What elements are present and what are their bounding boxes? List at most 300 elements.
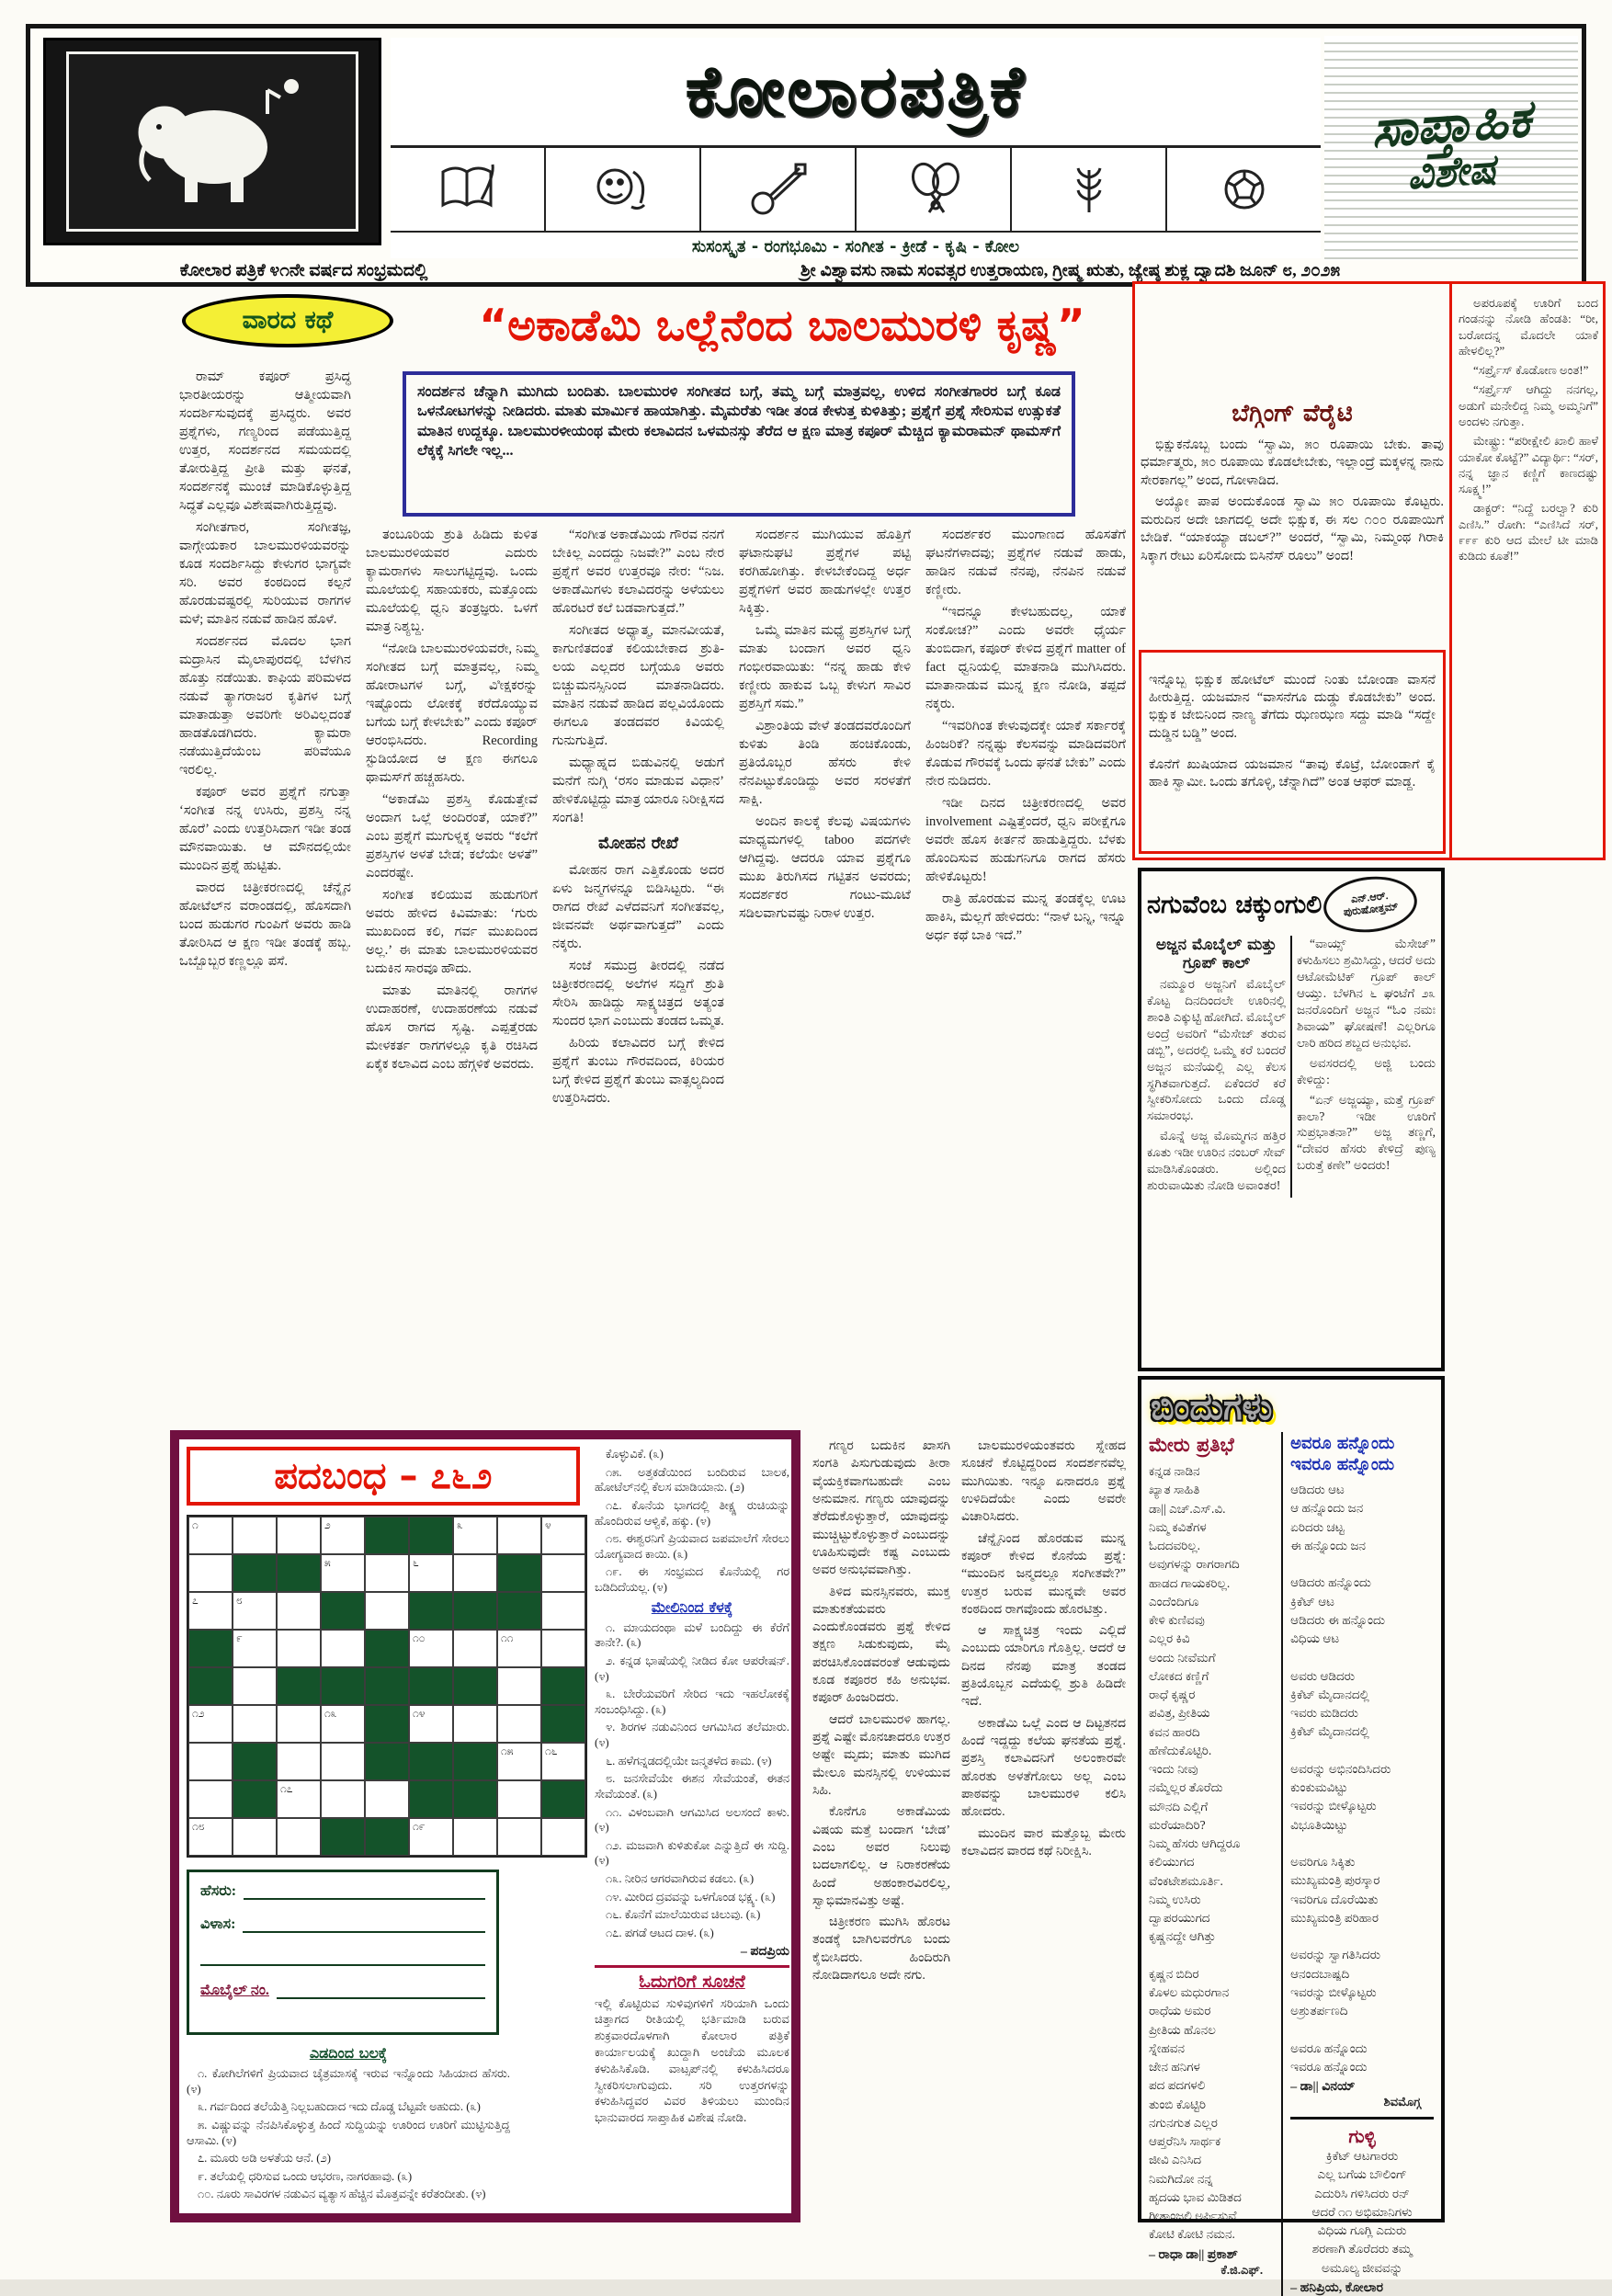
crossword-cell [321, 1554, 365, 1592]
article-column-5 [925, 526, 1126, 1426]
article-subhead: ಮೋಹನ ರೇಖೆ [598, 834, 678, 853]
crossword-cell-number: ೧೦ [413, 1631, 426, 1644]
crossword-cell [277, 1743, 321, 1780]
crossword-cell [497, 1667, 541, 1705]
list-item: ೩. ಬೇರೆಯವರಿಗೆ ಸೇರಿದ ಇದು ಇಹಲೋಕಕ್ಕೆ ಸಂಬಂಧಿಸಿದ್ದು. (೩) [595, 1688, 789, 1716]
list-item: ಅಂದು ನೀವೆಮಗೆ [1149, 1650, 1216, 1665]
list-item: ಅವರು ಆಡಿದರು [1290, 1668, 1356, 1683]
list-item: ನಿಮ್ಮ ಉಸಿರು [1149, 1892, 1201, 1906]
crossword-cell [233, 1592, 277, 1630]
list-item: ಆಡಿದರು ಆಟ [1290, 1483, 1345, 1496]
crossword-cell [541, 1667, 585, 1705]
list-item: “ಇವರಿಗಿಂತ ಕೇಳುವುದಕ್ಕೇ ಯಾಕೆ ಸರ್ಕಾರಕ್ಕೆ ಹಿಂಜರಿಕೆ? ನನ್ನಷ್ಟು ಕೆಲಸವನ್ನು ಮಾಡಿದವರಿಗೆ ಕೊಡುವ ಗೌರವಕ್ಕೆ ಒಂದು ಘನತೆ ಬೇಕು” ಎಂದು ನೇರ ನುಡಿದರು. [925, 719, 1126, 789]
masthead-date-row [43, 258, 1576, 284]
list-item: ಸ್ನೇಹವನ [1149, 2040, 1185, 2055]
across-clues-header: ಎಡದಿಂದ ಬಲಕ್ಕೆ [309, 2044, 388, 2062]
list-item: ಮಧ್ಯಾಹ್ನದ ಬಿಡುವಿನಲ್ಲಿ ಅಡುಗೆ ಮನೆಗೆ ನುಗ್ಗಿ ‘ರಸಂ ಮಾಡುವ ವಿಧಾನ’ ಹೇಳಿಕೊಟ್ಟಿದ್ದು ಮಾತ್ರ ಯಾರೂ ನಿರೀಕ್ಷಿಸದ ಸಂಗತಿ! [552, 756, 724, 825]
story-intro-box: ಸಂದರ್ಶನ ಚೆನ್ನಾಗಿ ಮುಗಿದು ಬಂದಿತು. ಬಾಲಮುರಳಿ ಸಂಗೀತದ ಬಗ್ಗೆ, ತಮ್ಮ ಬಗ್ಗೆ ಮಾತ್ರವಲ್ಲ, ಉಳಿದ ಸಂಗೀತಗಾರರ ಬಗ್ಗೆ ಕೂಡ ಒಳನೋಟಗಳನ್ನು ನೀಡಿದರು. ಮಾತು ಮಾರ್ಮಿಕ ಹಾಯಾಗಿತ್ತು. ಮೈಮರೆತು ಇಡೀ ತಂಡ ಕೇಳುತ್ತ ಕುಳಿತಿತ್ತು; ಪ್ರಶ್ನೆಗೆ ಪ್ರಶ್ನೆ ಸೇರಿಸುವ ಉತ್ಸುಕತೆ ಮಾತಿನ ಉದ್ದಕ್ಕೂ. ಬಾಲಮುರಳೀಯಂಥ ಮೇರು ಕಲಾವಿದನ ಒಳಮನಸ್ಸು ತೆರೆದ ಆ ಕ್ಷಣ ಮಾತ್ರ ಕಪೂರ್ ಮೆಚ್ಚಿದ ಕ್ಯಾಮರಾಮನ್ ಥಾಮಸ್‌ಗೆ ಲೆಕ್ಕಕ್ಕೆ ಸಿಗಲೇ ಇಲ್ಲ... [403, 371, 1075, 517]
poem-right-header-line1: ಅವರೂ ಹನ್ನೊಂದು [1290, 1434, 1395, 1453]
list-item: ಕ್ರಿಕೆಟ್ ಆಟಗಾರರು [1325, 2149, 1399, 2163]
crossword-cell [541, 1592, 585, 1630]
crossword-cell [365, 1818, 409, 1856]
crossword-cell-number: ೫ [324, 1556, 331, 1569]
crossword-cell [453, 1630, 497, 1667]
humour-author-line1: ಎನ್.ಆರ್. [1350, 890, 1390, 905]
list-item: ಅವುಗಳನ್ನು ರಾಗರಾಗದಿ [1149, 1557, 1240, 1572]
week-story-badge: ವಾರದ ಕಥೆ [182, 294, 393, 347]
list-item: ವಿಧಿಯ ಆಟ [1290, 1631, 1340, 1645]
list-item: ತಿಳಿದ ಮನಸ್ಸಿನವರು, ಮುಕ್ತ ಮಾತುಕತೆಯವರು ಎಂದುಕೊಂಡವರು ಪ್ರಶ್ನೆ ಕೇಳಿದ ತಕ್ಷಣ ಸಿಡುಕುವುದು, ಮೈ ಪರಚಿಸಿಕೊಂಡವರಂತೆ ಆಡುವುದು ಕೂಡ ಕಪೂರರ ಕಹಿ ಅನುಭವ. ಕಪೂರ್ ಹಿಂಜರಿದರು. [812, 1585, 950, 1706]
crossword-cell [233, 1780, 277, 1818]
list-item: ಕನ್ನಡ ನಾಡಿನ [1149, 1464, 1200, 1478]
list-item: ಕವನ ಹಾರದಿ [1149, 1724, 1200, 1739]
crossword-cell [277, 1630, 321, 1667]
list-item: ಪ್ರೀತಿಯ ಹೊನಲ [1149, 2022, 1216, 2037]
crossword-cell-number: ೧೧ [501, 1631, 514, 1644]
article-column-2 [366, 526, 538, 1426]
gulli-signature: – ಹನಿಪ್ರಿಯ, ಕೋಲಾರ [1290, 2280, 1383, 2295]
joke-heading: ಬೆಗ್ಗಿಂಗ್ ವೆರೈಟಿ [1232, 400, 1353, 427]
list-item: ವಿಭೂತಿಯಿಟ್ಟು [1290, 1817, 1348, 1832]
gulli-header: ಗುಳ್ಳಿ [1290, 2117, 1434, 2147]
list-item: ೧೧. ವಿಳಂಬವಾಗಿ ಆಗಮಿಸಿದ ಅಲಸಂದೆ ಕಾಳು. (೪) [595, 1805, 789, 1835]
humour-subhead-line2: ಗ್ರೂಪ್ ಕಾಲ್ [1182, 954, 1251, 973]
crossword-cell [277, 1705, 321, 1743]
list-item: ಅವರೂ ಹನ್ನೊಂದು [1290, 2040, 1368, 2055]
crossword-cell [453, 1743, 497, 1780]
form-extra-line [200, 1948, 485, 1966]
crossword-cell-number: ೩ [457, 1518, 463, 1531]
football-icon [1167, 148, 1321, 231]
side-clues-list [595, 1447, 789, 1596]
list-item: ಇವರಿಗೂ ದೊರೆಯಿತು [1290, 1892, 1379, 1906]
reader-notice-text: ಇಲ್ಲಿ ಕೊಟ್ಟಿರುವ ಸುಳಿವುಗಳಿಗೆ ಸರಿಯಾಗಿ ಒಂದು ಚಿತ್ತಾಗದ ರೀತಿಯಲ್ಲಿ ಭರ್ತಿಮಾಡಿ ಬರುವ ಶುಕ್ರವಾರದೊಳಗಾಗಿ ಕೋಲಾರ ಪತ್ರಿಕೆ ಕಾರ್ಯಾಲಯಕ್ಕೆ ಖುದ್ದಾಗಿ ಅಂಚೆಯ ಮೂಲಕ ಕಳುಹಿಸಿಕೊಡಿ. ವಾಟ್ಸಪ್‌ನಲ್ಲಿ ಕಳುಹಿಸಿದರೂ ಸ್ವೀಕರಿಸಲಾಗುವುದು. ಸರಿ ಉತ್ತರಗಳನ್ನು ಕಳುಹಿಸಿದ್ದವರ ವಿವರ ತಿಳಿಯಲು ಮುಂದಿನ ಭಾನುವಾರದ ಸಾಪ್ತಾಹಿಕ ವಿಶೇಷ ನೋಡಿ. [595, 1995, 789, 2125]
weekly-special-script [1324, 36, 1578, 260]
crossword-cell-number: ೧೯ [413, 1820, 426, 1833]
book-quill-icon [391, 148, 546, 231]
crossword-author-signature: – ಪದಪ್ರಿಯ [740, 1944, 789, 1959]
list-item: ಕೊಳ್ಳುವಿಕೆ. (೩) [606, 1448, 664, 1461]
crossword-cell [409, 1630, 453, 1667]
list-item: ೩. ಗರ್ವದಿಂದ ತಲೆಯೆತ್ತಿ ನಿಲ್ಲಬಹುದಾದ ಇದು ದೊಡ್ಡ ಬೆಟ್ಟವೇ ಅಹುದು. (೩) [198, 2100, 481, 2114]
theatre-mask-icon [546, 148, 701, 231]
crossword-cell [188, 1517, 233, 1554]
list-item: ಆದರೆ ಬಾಲಮುರಳಿ ಹಾಗಲ್ಲ. ಪ್ರಶ್ನೆ ಎಷ್ಟೇ ಮೊನಚಾದರೂ ಉತ್ತರ ಅಷ್ಟೇ ಮೃದು; ಮಾತು ಮುಗಿದ ಮೇಲೂ ಮನಸ್ಸಿನಲ್ಲಿ ಉಳಿಯುವ ಸಿಹಿ. [812, 1712, 950, 1798]
crossword-cell [321, 1592, 365, 1630]
list-item: ಮುಂದಿನ ವಾರ ಮತ್ತೊಬ್ಬ ಮೇರು ಕಲಾವಿದನ ವಾರದ ಕಥೆ ನಿರೀಕ್ಷಿಸಿ. [961, 1826, 1126, 1858]
list-item: ಅಪರೂಪಕ್ಕೆ ಊರಿಗೆ ಬಂದ ಗಂಡನನ್ನು ನೋಡಿ ಹೆಂಡತಿ: “ರೀ, ಬರೋದನ್ನ ಮೊದಲೇ ಯಾಕೆ ಹೇಳಲಿಲ್ಲ?” [1459, 296, 1598, 358]
crossword-cell [497, 1818, 541, 1856]
list-item: ಅಕಾಡೆಮಿ ಒಲ್ಲೆ ಎಂದ ಆ ದಿಟ್ಟತನದ ಹಿಂದೆ ಇದ್ದದ್ದು ಕಲೆಯ ಘನತೆಯ ಪ್ರಶ್ನೆ. ಪ್ರಶಸ್ತಿ ಕಲಾವಿದನಿಗೆ ಅಲಂಕಾರವೇ ಹೊರತು ಅಳತೆಗೋಲು ಅಲ್ಲ ಎಂಬ ಪಾಠವನ್ನು ಬಾಲಮುರಳಿ ಕಲಿಸಿ ಹೋದರು. [961, 1716, 1126, 1820]
crossword-cell [541, 1630, 585, 1667]
crossword-cell-number: ೮ [236, 1594, 243, 1607]
crossword-side-clues [595, 1447, 789, 2208]
crossword-cell [321, 1818, 365, 1856]
list-item: ಹೆಣೆದುಕೊಟ್ಟಿರಿ. [1149, 1743, 1212, 1757]
crossword-cell [365, 1517, 409, 1554]
crossword-cell [541, 1818, 585, 1856]
crossword-cell [233, 1818, 277, 1856]
crossword-cell-number: ೧೬ [545, 1745, 558, 1757]
across-clues-block [187, 2042, 510, 2211]
crossword-cell [453, 1667, 497, 1705]
list-item: ಸಂದರ್ಶನ ಮುಗಿಯುವ ಹೊತ್ತಿಗೆ ಘಟಾನುಘಟಿ ಪ್ರಶ್ನೆಗಳ ಪಟ್ಟಿ ಕರಗಿಹೋಗಿತ್ತು. ಕೇಳಬೇಕೆಂದಿದ್ದ ಅರ್ಧ ಪ್ರಶ್ನೆಗಳಿಗೆ ಅವರ ಹಾಡುಗಳಲ್ಲೇ ಉತ್ತರ ಸಿಕ್ಕಿತ್ತು. [739, 528, 911, 616]
list-item: “ಇದನ್ನೂ ಕೇಳಬಹುದಲ್ಲ, ಯಾಕೆ ಸಂಕೋಚ?” ಎಂದು ಅವರೇ ಧೈರ್ಯ ತುಂಬಿದಾಗ, ಕಪೂರ್ ಕೇಳಿದ ಪ್ರಶ್ನೆಗೆ matter of fact ಧ್ವನಿಯಲ್ಲಿ ಮಾತನಾಡಿ ಮುಗಿಸಿದರು. ಮಾತಾನಾಡುವ ಮುನ್ನ ಕ್ಷಣ ನೋಡಿ, ತಪ್ಪದೆ ನಕ್ಕರು. [925, 605, 1126, 711]
list-item: ಮುಖ್ಯಮಂತ್ರಿ ಪರಿಹಾರ [1290, 1910, 1379, 1925]
list-item: ಒಮ್ಮೆ ಮಾತಿನ ಮಧ್ಯೆ ಪ್ರಶಸ್ತಿಗಳ ಬಗ್ಗೆ ಮಾತು ಬಂದಾಗ ಅವರ ಧ್ವನಿ ಗಂಭೀರವಾಯಿತು: “ನನ್ನ ಹಾಡು ಕೇಳಿ ಕಣ್ಣೀರು ಹಾಕುವ ಒಬ್ಬ ಕೇಳುಗ ಸಾವಿರ ಪ್ರಶಸ್ತಿಗೆ ಸಮ.” [739, 623, 911, 711]
form-mobile-line [277, 1981, 485, 1999]
humour-left-text [1147, 976, 1286, 1194]
list-item: “ವಾಯ್ಸ್ ಮೆಸೇಜ್” ಕಳುಹಿಸಲು ಶ್ರಮಿಸಿದ್ದು, ಆದರೆ ಅದು ಆಟೋಮೆಟಿಕ್ ಗ್ರೂಪ್ ಕಾಲ್ ಆಯ್ತು. ಬೆಳಗಿನ ೬ ಘಂಟೆಗೆ ೨೩ ಜನರೊಂದಿಗೆ ಅಜ್ಜನ “ಓಂ ನಮಃ ಶಿವಾಯ” ಘೋಷಣೆ! ಎಲ್ಲರಿಗೂ ಲಾರಿ ಹರಿದ ಶಬ್ದದ ಅನುಭವ. [1297, 937, 1436, 1050]
list-item: ಇಂದು ನೀವು [1149, 1762, 1198, 1776]
list-item [1290, 1555, 1434, 1574]
list-item: ಸಂಗೀತಗಾರ, ಸಂಗೀತಜ್ಞ, ವಾಗ್ಗೇಯಕಾರ ಬಾಲಮುರಳಿಯವರನ್ನು ಕೂಡ ಸಂದರ್ಶಿಸಿದ್ದು ಕೇಳುಗರ ಭಾಗ್ಯವೇ ಸರಿ. ಅವರ ಕಂಠದಿಂದ ಕಲ್ಪನೆ ಹೊರಡುವಷ್ಟರಲ್ಲಿ ಸುರಿಯುವ ರಾಗಗಳ ಮಳೆ; ಮಾತಿನ ನಡುವೆ ಹಾಡಿನ ಹೊಳೆ. [179, 520, 351, 627]
masthead [26, 24, 1586, 287]
poem-right-lines [1290, 1481, 1434, 2076]
crossword-cell [409, 1743, 453, 1780]
humour-subhead-line1: ಅಜ್ಜನ ಮೊಬೈಲ್ ಮತ್ತು [1155, 936, 1277, 954]
form-address-label: ವಿಳಾಸ: [200, 1916, 236, 1932]
crossword-cell [188, 1705, 233, 1743]
crossword-cell [188, 1592, 233, 1630]
crossword-cell [409, 1818, 453, 1856]
list-item: “ಏನ್ ಅಜ್ಜಯ್ಯಾ, ಮತ್ತೆ ಗ್ರೂಪ್ ಕಾಲಾ? ಇಡೀ ಊರಿಗೆ ಸುಪ್ರಭಾತನಾ?” ಅಜ್ಜ ತಣ್ಣಗೆ, “ದೇವರ ಹೆಸರು ಕೇಳಿದ್ರೆ ಪುಣ್ಯ ಬರುತ್ತೆ ಕಣೇ” ಅಂದರು! [1297, 1092, 1436, 1173]
article-column-4-continued [812, 1438, 950, 2217]
crossword-grid [187, 1515, 587, 1858]
crossword-cell [541, 1705, 585, 1743]
crossword-cell [277, 1818, 321, 1856]
masthead-subtitle: ಸುಸಂಸ್ಕೃತ - ರಂಗಭೂಮಿ - ಸಂಗೀತ - ಕ್ರೀಡೆ - ಕೃಷಿ - ಕೋಲ [391, 234, 1321, 258]
elephant-logo [66, 51, 358, 231]
list-item: ಅವರಿಗೂ ಸಿಕ್ಕಿತು [1290, 1855, 1356, 1869]
list-item [1290, 1742, 1434, 1760]
list-item: “ಅಕಾಡೆಮಿ ಪ್ರಶಸ್ತಿ ಕೊಡುತ್ತೇವೆ ಅಂದಾಗ ಒಲ್ಲೆ ಅಂದಿರಂತೆ, ಯಾಕೆ?” ಎಂಬ ಪ್ರಶ್ನೆಗೆ ಮುಗುಳ್ನಕ್ಕ ಅವರು “ಕಲೆಗೆ ಪ್ರಶಸ್ತಿಗಳ ಅಳತೆ ಬೇಡ; ಕಲೆಯೇ ಅಳತೆ” ಎಂದರಷ್ಟೇ. [366, 792, 538, 881]
list-item: ಅವರನ್ನು ಸ್ವಾಗತಿಸಿದರು [1290, 1948, 1381, 1962]
crossword-cell [277, 1517, 321, 1554]
list-item: ೪. ಶಿರಗಳ ನಡುವಿನಿಂದ ಆಗಮಿಸಿದ ತಲೆಮಾರು. (೪) [595, 1721, 789, 1749]
elephant-icon [111, 68, 313, 215]
list-item: ಕ್ರಿಕೆಟ್ ಮೈದಾನದಲ್ಲಿ [1290, 1724, 1369, 1739]
crossword-cell [409, 1705, 453, 1743]
crossword-cell [409, 1517, 453, 1554]
list-item: ಇಡೀ ದಿನದ ಚಿತ್ರೀಕರಣದಲ್ಲಿ ಅವರ involvement ಎಷ್ಟಿತ್ತೆಂದರೆ, ಧ್ವನಿ ಪರೀಕ್ಷೆಗೂ ಅವರೇ ಹೊಸ ಕೀರ್ತನೆ ಹಾಡುತ್ತಿದ್ದರು. ಬೆಳಕು ಹೊಂದಿಸುವ ಹುಡುಗನಿಗೂ ರಾಗದ ಹೆಸರು ಹೇಳಿಕೊಟ್ಟರು! [925, 796, 1126, 884]
article-column-1 [179, 368, 351, 1426]
crossword-cell [453, 1554, 497, 1592]
list-item: ಹೃದಯ ಭಾವ ಮಿಡಿತದ [1149, 2189, 1242, 2204]
humour-column-section [1138, 868, 1445, 1371]
list-item: ಅವಸರದಲ್ಲಿ ಅಜ್ಜಿ ಬಂದು ಕೇಳಿದ್ದು: [1297, 1055, 1436, 1086]
list-item: ಕ್ರಿಕೆಟ್ ಆಟ [1290, 1594, 1334, 1608]
anniversary-note: ಕೋಲಾರ ಪತ್ರಿಕೆ ೪೧ನೇ ವರ್ಷದ ಸಂಭ್ರಮದಲ್ಲಿ [179, 261, 428, 280]
crossword-cell [233, 1667, 277, 1705]
crossword-cell [409, 1592, 453, 1630]
crossword-cell-number: ೨ [324, 1518, 331, 1531]
list-item: ಕಲಿಯುಗದ [1149, 1855, 1195, 1870]
list-item: ಏರಿದರು ಚಟ್ಟ [1290, 1519, 1345, 1534]
list-item: ೧೯. ಈ ಸಂಭ್ರಮದ ಕೊನೆಯಲ್ಲಿ ಗರ ಬಡಿದಿದೆಯಲ್ಲ. (೪) [595, 1565, 789, 1594]
main-headline: “ಅಕಾಡೆಮಿ ಒಲ್ಲೆನೆಂದ ಬಾಲಮುರಳಿ ಕೃಷ್ಣ” [479, 300, 1085, 351]
crossword-cell [188, 1630, 233, 1667]
list-item: ತುಂಬಿ ಕೊಟ್ಟಿರಿ [1149, 2097, 1207, 2111]
racket-icon [857, 148, 1012, 231]
crossword-cell [321, 1705, 365, 1743]
crossword-cell [409, 1554, 453, 1592]
humour-right-column [1292, 936, 1436, 1198]
humour-left-column [1147, 936, 1292, 1198]
crossword-cell [277, 1554, 321, 1592]
list-item: ಡಾಕ್ಟರ್: “ನಿದ್ದೆ ಬರಲ್ವಾ? ಕುರಿ ಎಣಿಸಿ.” ರೋಗಿ: “ಎಣಿಸಿದೆ ಸರ್, ೯೯೯ ಕುರಿ ಆದ ಮೇಲೆ ಟೀ ಮಾಡಿ ಕುಡಿದು ಕೂತೆ!” [1459, 501, 1598, 563]
list-item: ಹಾಡದ ಗಾಯಕರಿಲ್ಲ. [1149, 1575, 1231, 1590]
crossword-cell-number: ೧೮ [192, 1820, 205, 1833]
article-column-3-top [552, 526, 724, 827]
list-item: ಮರೆಯಾದಿರಿ? [1149, 1817, 1206, 1832]
list-item: ಅಯ್ಯೋ ಪಾಪ ಅಂದುಕೊಂಡ ಸ್ವಾಮಿ ೫೦ ರೂಪಾಯಿ ಕೊಟ್ಟರು. ಮರುದಿನ ಅದೇ ಜಾಗದಲ್ಲಿ ಅದೇ ಭಿಕ್ಷುಕ, ಈ ಸಲ ೧೦೦ ರೂಪಾಯಿಗೆ ಬೇಡಿಕೆ. “ಯಾಕಯ್ಯಾ ಡಬಲ್?” ಅಂದರೆ, “ಸ್ವಾಮಿ, ನಿಮ್ಮಂಥ ಗಿರಾಕಿ ಸಿಕ್ಕಾಗ ರೇಟು ಏರಿಸೋದು ಬಿಸಿನೆಸ್ ರೂಲು” ಅಂದ! [1141, 494, 1444, 563]
jokes-section [1132, 281, 1606, 860]
list-item [1290, 2020, 1434, 2039]
list-item: ೯. ತಲೆಯಲ್ಲಿ ಧರಿಸುವ ಒಂದು ಆಭರಣ, ನಾಗರಹಾವು. (೩) [198, 2169, 413, 2183]
crossword-cell-number: ೧೫ [501, 1745, 514, 1757]
crossword-cell [497, 1705, 541, 1743]
list-item: ಇವರನ್ನು ಬೀಳ್ಕೊಟ್ಟರು [1290, 1799, 1377, 1813]
list-item: ಎಲ್ಲ ಬಗೆಯ ಬೌಲಿಂಗ್ [1317, 2167, 1407, 2182]
crossword-cell [541, 1743, 585, 1780]
humour-author-line2: ಪುರುಷೋತ್ತಮ್ [1343, 901, 1400, 919]
list-item: ನಿಮ್ಮ ಕವಿತೆಗಳ [1149, 1519, 1207, 1534]
list-item: ಅಮೂಲ್ಯ ಜೀವವನ್ನು [1321, 2260, 1403, 2275]
crossword-cell [365, 1592, 409, 1630]
list-item: ಮೌನದಿ ಎಲ್ಲಿಗೆ [1149, 1799, 1209, 1813]
list-item: ಸಂಗೀತ ಕಲಿಯುವ ಹುಡುಗರಿಗೆ ಅವರು ಹೇಳಿದ ಕಿವಿಮಾತು: ‘ಗುರು ಮುಖದಿಂದ ಕಲಿ, ಗರ್ವ ಮುಖದಿಂದ ಅಲ್ಲ.’ ಈ ಮಾತು ಬಾಲಮುರಳಿಯವರ ಬದುಕಿನ ಸಾರವೂ ಹೌದು. [366, 888, 538, 976]
list-item: ೧೫. ಅತ್ತಕಡೆಯಿಂದ ಬಂದಿರುವ ಬಾಲಕ, ಹೋಟೆಲ್‌ನಲ್ಲಿ ಕೆಲಸ ಮಾಡಿಯಾನು. (೨) [595, 1465, 789, 1495]
list-item: ಕೊಳಲ ಮಧುರಗಾನ [1149, 1985, 1230, 1999]
crossword-cell [188, 1667, 233, 1705]
crossword-cell-number: ೧೭ [280, 1782, 293, 1795]
crossword-cell [188, 1818, 233, 1856]
list-item: ಇನ್ನೊಬ್ಬ ಭಿಕ್ಷುಕ ಹೋಟೆಲ್ ಮುಂದೆ ನಿಂತು ಬೋಂಡಾ ವಾಸನೆ ಹೀರುತ್ತಿದ್ದ. ಯಜಮಾನ “ವಾಸನೆಗೂ ದುಡ್ಡು ಕೊಡಬೇಕು” ಅಂದ. ಭಿಕ್ಷುಕ ಜೇಬಿನಿಂದ ನಾಣ್ಯ ತೆಗೆದು ಝಣಝಣ ಸದ್ದು ಮಾಡಿ “ಸದ್ದೇ ದುಡ್ಡಿನ ಬಡ್ಡಿ” ಅಂದ. [1149, 672, 1436, 741]
form-mobile-label: ಮೊಬೈಲ್ ನಂ. [200, 1983, 269, 1998]
list-item: “ಸರ್ಪ್ರೈಸ್ ಆಗಿದ್ದು ನನಗಲ್ಲ, ಅಡುಗೆ ಮನೇಲಿದ್ದ ನಿಮ್ಮ ಅಮ್ಮನಿಗೆ” ಅಂದಳು ನಗುತ್ತಾ. [1459, 382, 1598, 428]
list-item [1290, 1927, 1434, 1946]
crossword-cell [277, 1667, 321, 1705]
list-item: ಹಿರಿಯ ಕಲಾವಿದರ ಬಗ್ಗೆ ಕೇಳಿದ ಪ್ರಶ್ನೆಗೆ ತುಂಬು ಗೌರವದಿಂದ, ಕಿರಿಯರ ಬಗ್ಗೆ ಕೇಳಿದ ಪ್ರಶ್ನೆಗೆ ತುಂಬು ವಾತ್ಸಲ್ಯದಿಂದ ಉತ್ತರಿಸಿದರು. [552, 1035, 724, 1106]
list-item: ಸಂಜೆ ಸಮುದ್ರ ತೀರದಲ್ಲಿ ನಡೆದ ಚಿತ್ರೀಕರಣದಲ್ಲಿ ಅಲೆಗಳ ಸದ್ದಿಗೆ ಶ್ರುತಿ ಸೇರಿಸಿ ಹಾಡಿದ್ದು ಸಾಕ್ಷ್ಯಚಿತ್ರದ ಅತ್ಯಂತ ಸುಂದರ ಭಾಗ ಎಂಬುದು ತಂಡದ ಒಮ್ಮತ. [552, 958, 724, 1029]
poems-section [1138, 1376, 1445, 2295]
form-name-label: ಹೆಸರು: [200, 1883, 237, 1899]
crossword-title: ಪದಬಂಧ – ೭೬೨ [187, 1447, 580, 1506]
list-item: ಕೊನೆಗೆ ಖುಷಿಯಾದ ಯಜಮಾನ “ತಾವು ಕೊಟ್ರೆ, ಬೋಂಡಾಗೆ ಕೈ ಹಾಕಿ ಸ್ವಾಮೀ. ಒಂದು ತಗೊಳ್ಳಿ, ಚೆನ್ನಾಗಿದೆ” ಅಂತ ಆಫರ್ ಮಾಡ್ದ. [1149, 756, 1436, 790]
list-item: ಮುಖ್ಯಮಂತ್ರಿ ಪುರಸ್ಕಾರ [1290, 1873, 1380, 1888]
list-item: ೧. ಮಾಯದಂಥಾ ಮಳೆ ಬಂದಿದ್ದು ಈ ಕೆರೆಗೆ ತಾನೇ?. (೩) [595, 1620, 789, 1650]
wheat-icon [1012, 148, 1167, 231]
list-item: ೧. ಕೋಗಿಲೆಗಳಿಗೆ ಪ್ರಿಯವಾದ ಚೈತ್ರಮಾಸಕ್ಕೆ ಇರುವ ಇನ್ನೊಂದು ಸಿಹಿಯಾದ ಹೆಸರು. (೪) [187, 2067, 510, 2096]
crossword-cell [188, 1743, 233, 1780]
list-item: ಕಪೂರ್ ಅವರ ಪ್ರಶ್ನೆಗೆ ನಗುತ್ತಾ ‘ಸಂಗೀತ ನನ್ನ ಉಸಿರು, ಪ್ರಶಸ್ತಿ ನನ್ನ ಹೊರೆ’ ಎಂದು ಉತ್ತರಿಸಿದಾಗ ಇಡೀ ತಂಡ ಮೌನವಾಯಿತು. ಆ ಮೌನದಲ್ಲಿಯೇ ಮುಂದಿನ ಪ್ರಶ್ನೆ ಹುಟ್ಟಿತು. [179, 785, 351, 873]
poem-right-header-line2: ಇವರೂ ಹನ್ನೊಂದು [1290, 1454, 1395, 1474]
crossword-cell [453, 1592, 497, 1630]
list-item: ಆ ಸಾಕ್ಷ್ಯಚಿತ್ರ ಇಂದು ಎಲ್ಲಿದೆ ಎಂಬುದು ಯಾರಿಗೂ ಗೊತ್ತಿಲ್ಲ. ಆದರೆ ಆ ದಿನದ ನೆನಪು ಮಾತ್ರ ತಂಡದ ಪ್ರತಿಯೊಬ್ಬನ ಎದೆಯಲ್ಲಿ ಶ್ರುತಿ ಹಿಡಿದೇ ಇದೆ. [961, 1624, 1126, 1710]
list-item: ನಮ್ಮೆಲ್ಲರ ತೊರೆದು [1149, 1780, 1223, 1795]
list-item: ತಂಬೂರಿಯ ಶ್ರುತಿ ಹಿಡಿದು ಕುಳಿತ ಬಾಲಮುರಳಿಯವರ ಎದುರು ಕ್ಯಾಮರಾಗಳು ಸಾಲುಗಟ್ಟಿದ್ದವು. ಒಂದು ಮೂಲೆಯಲ್ಲಿ ಸಹಾಯಕರು, ಮತ್ತೊಂದು ಮೂಲೆಯಲ್ಲಿ ಧ್ವನಿ ತಂತ್ರಜ್ಞರು. ಒಳಗೆ ಮಾತ್ರ ನಿಶ್ಯಬ್ದ. [366, 528, 538, 634]
list-item: ೫. ವಿಷ್ಣುವನ್ನು ನೆನಪಿಸಿಕೊಳ್ಳುತ್ತ ಹಿಂದೆ ಸುದ್ದಿಯನ್ನು ಊರಿಂದ ಊರಿಗೆ ಮುಟ್ಟಿಸುತ್ತಿದ್ದ ಆಸಾಮಿ. (೪) [187, 2118, 510, 2147]
list-item: ಇವರು ಮಡಿದರು [1290, 1706, 1358, 1720]
crossword-cell [497, 1743, 541, 1780]
crossword-cell [365, 1630, 409, 1667]
down-clues-header: ಮೇಲಿನಿಂದ ಕೆಳಕ್ಕೆ [651, 1597, 733, 1616]
list-item: ರಾಧೆಯ ಅಮರ [1149, 2004, 1211, 2018]
crossword-cell [365, 1705, 409, 1743]
list-item: ಮಾತು ಮಾತಿನಲ್ಲಿ ರಾಗಗಳ ಉದಾಹರಣೆ, ಉದಾಹರಣೆಯ ನಡುವೆ ಹೊಸ ರಾಗದ ಸೃಷ್ಟಿ. ಎಪ್ಪತ್ತೆರಡು ಮೇಳಕರ್ತ ರಾಗಗಳಲ್ಲೂ ಕೃತಿ ರಚಿಸಿದ ಏಕೈಕ ಕಲಾವಿದ ಎಂಬ ಹೆಗ್ಗಳಿಕೆ ಅವರದು. [366, 983, 538, 1072]
crossword-cell [233, 1705, 277, 1743]
crossword-cell [453, 1780, 497, 1818]
crossword-cell [321, 1667, 365, 1705]
gulli-lines [1290, 2147, 1434, 2278]
list-item: ೭. ಮೂರು ಅಡಿ ಅಳತೆಯ ಆನೆ. (೨) [198, 2152, 331, 2165]
list-item: ೬. ಹಳೆಗನ್ನಡದಲ್ಲಿಯೇ ಜನ್ಮತಳೆದ ಕಾಮ. (೪) [606, 1754, 772, 1767]
elephant-logo-panel [43, 38, 381, 245]
issue-date-line: ಶ್ರೀ ವಿಶ್ವಾವಸು ನಾಮ ಸಂವತ್ಸರ ಉತ್ತರಾಯಣ, ಗ್ರೀಷ್ಮ ಋತು, ಜ್ಯೇಷ್ಠ ಶುಕ್ಲ ದ್ವಾದಶಿ ಜೂನ್ ೮, ೨೦೨೫ [800, 261, 1341, 280]
list-item: ಆದರೆ ೧೧ ಅಭಿಮಾನಿಗಳು [1311, 2204, 1413, 2219]
poem-left-signature: – ರಾಧಾ ಡಾ|| ಪ್ರಕಾಶ್ [1149, 2247, 1238, 2262]
weekly-script-line1: ಸಾಪ್ತಾಹಿಕ [1369, 88, 1533, 160]
crossword-cell-number: ೬ [413, 1556, 419, 1569]
list-item: ೧೬. ಕೊನೆಗೆ ಮಾಲೆಯಿರುವ ಚಿಲುವು. (೩) [606, 1908, 761, 1922]
poem-left-lines [1149, 1462, 1276, 2245]
list-item: ಕೃಷ್ಣನ ಬಿದಿರ [1149, 1966, 1199, 1981]
list-item: ೨. ಕನ್ನಡ ಭಾಷೆಯಲ್ಲಿ ನೀಡಿದ ಕೋ ಆಪರೇಷನ್. (೪) [595, 1654, 789, 1683]
jokes-divider-rule [1449, 284, 1452, 858]
list-item: ವಿಧಿಯ ಗೂಗ್ಲಿ ಎದುರು [1317, 2223, 1407, 2237]
list-item [1290, 1835, 1434, 1853]
list-item: ಶರಣಾಗಿ ತೊರೆದರು ತಮ್ಮ [1311, 2242, 1413, 2256]
crossword-cell [233, 1630, 277, 1667]
veena-icon [701, 148, 857, 231]
list-item: ಕುಂಕುಮವಿಟ್ಟು [1290, 1780, 1348, 1794]
list-item: ಆಡಿದರು ಈ ಹನ್ನೊಂದು [1290, 1612, 1386, 1627]
list-item: ರಾಮ್ ಕಪೂರ್ ಪ್ರಸಿದ್ಧ ಭಾರತೀಯರನ್ನು ಆತ್ಮೀಯವಾಗಿ ಸಂದರ್ಶಿಸುವುದಕ್ಕೆ ಪ್ರಸಿದ್ಧರು. ಅವರ ಪ್ರಶ್ನೆಗಳು, ಗಣ್ಯರಿಂದ ಪಡೆಯುತ್ತಿದ್ದ ಉತ್ತರ, ಸಂದರ್ಶನದ ಸಮಯದಲ್ಲಿ ತೋರುತ್ತಿದ್ದ ಪ್ರೀತಿ ಮತ್ತು ಘನತೆ, ಸಂದರ್ಶನಕ್ಕೆ ಮುಂಚೆ ಮಾಡಿಕೊಳ್ಳುತ್ತಿದ್ದ ಸಿದ್ಧತೆ ಎಲ್ಲವೂ ವಿಶೇಷವಾಗಿರುತ್ತಿದ್ದವು. [179, 369, 351, 513]
masthead-title-band [391, 38, 1321, 148]
masthead-illustration-strip [391, 148, 1321, 233]
list-item: ನಿಮಗಿದೋ ನನ್ನ [1149, 2171, 1213, 2186]
list-item: ಮೇಷ್ಟ್ರು: “ಪರೀಕ್ಷೇಲಿ ಖಾಲಿ ಹಾಳೆ ಯಾಕೋ ಕೊಟ್ಟೆ?” ವಿದ್ಯಾರ್ಥಿ: “ಸರ್, ನನ್ನ ಜ್ಞಾನ ಕಣ್ಣಿಗೆ ಕಾಣದಷ್ಟು ಸೂಕ್ಷ್ಮ!” [1459, 434, 1598, 496]
list-item: ಪದ ಪದಗಳಲಿ [1149, 2078, 1206, 2093]
poem-left-column [1149, 1432, 1283, 2296]
joke-paragraphs [1141, 437, 1444, 644]
joke-side-column [1459, 295, 1598, 847]
crossword-cell [365, 1554, 409, 1592]
reader-notice-header: ಓದುಗರಿಗೆ ಸೂಚನೆ [595, 1965, 789, 1992]
list-item [1149, 1947, 1276, 1965]
list-item: ಡಾ|| ಎಚ್.ಎಸ್.ವಿ. [1149, 1501, 1226, 1516]
crossword-cell-number: ೪ [545, 1518, 551, 1531]
crossword-cell [541, 1780, 585, 1818]
list-item: ಚೆನ್ನೈನಿಂದ ಹೊರಡುವ ಮುನ್ನ ಕಪೂರ್ ಕೇಳಿದ ಕೊನೆಯ ಪ್ರಶ್ನೆ: “ಮುಂದಿನ ಜನ್ಮದಲ್ಲೂ ಸಂಗೀತವೇ?” ಉತ್ತರ ಬರುವ ಮುನ್ನವೇ ಅವರ ಕಂಠದಿಂದ ರಾಗವೊಂದು ಹೊರಟಿತ್ತು. [961, 1531, 1126, 1617]
article-column-5-continued [961, 1438, 1126, 2217]
crossword-cell [233, 1554, 277, 1592]
crossword-cell [365, 1780, 409, 1818]
list-item: ಪವಿತ್ರ, ಪ್ರೀತಿಯ [1149, 1706, 1210, 1721]
poem-left-signature-place: ಕೆ.ಜಿ.ಎಫ್. [1220, 2262, 1264, 2277]
crossword-cell [188, 1780, 233, 1818]
crossword-cell-number: ೧೩ [324, 1707, 337, 1720]
list-item: ಜೇನ ಹನಿಗಳ [1149, 2060, 1200, 2074]
crossword-cell [188, 1554, 233, 1592]
list-item: ೧೪. ಮೀರಿದ ದ್ರವವನ್ನು ಒಳಗೊಂಡ ಭಕ್ಷ್ಯ. (೩) [606, 1890, 776, 1904]
list-item: ಸಂದರ್ಶಕರ ಮುಂಗಾಣದ ಹೊಸತೆಗೆ ಘಟನೆಗಳಾದವು; ಪ್ರಶ್ನೆಗಳ ನಡುವೆ ಹಾಡು, ಹಾಡಿನ ನಡುವೆ ನೆನಪು, ನೆನಪಿನ ನಡುವೆ ಕಣ್ಣೀರು. [925, 528, 1126, 597]
crossword-cell [321, 1630, 365, 1667]
crossword-cell [277, 1780, 321, 1818]
crossword-cell [497, 1554, 541, 1592]
list-item: ೧೦. ನೂರು ಸಾವಿರಗಳ ನಡುವಿನ ವ್ಯತ್ಯಾಸ ಹೆಚ್ಚಿನ ಮೊತ್ತವನ್ನೇ ಕರೆತಂದೀತು. (೪) [198, 2188, 486, 2201]
list-item: ದ್ವಾಪರಯುಗದ [1149, 1911, 1210, 1925]
list-item: ಗೀತಾಂಜಲಿ ಅರ್ಪಿಸುವೆ [1149, 2209, 1237, 2222]
poem-right-column [1283, 1432, 1434, 2296]
crossword-cell [233, 1743, 277, 1780]
crossword-cell [453, 1818, 497, 1856]
crossword-cell [321, 1517, 365, 1554]
list-item: ಆಪ್ತರೆನಿಸಿ ಸಾರ್ಥಕ [1149, 2134, 1221, 2148]
crossword-section [170, 1430, 800, 2222]
list-item: ಖ್ಯಾತ ಸಾಹಿತಿ [1149, 1483, 1200, 1497]
crossword-cell [277, 1592, 321, 1630]
list-item: ಎಲ್ಲರ ಕಿವಿ [1149, 1631, 1190, 1646]
list-item: ಮೋಹನ ರಾಗ ಎತ್ತಿಕೊಂಡು ಅದರ ಏಳು ಜನ್ಮಗಳನ್ನೂ ಬಿಡಿಸಿಟ್ಟರು. “ಈ ರಾಗದ ರೇಖೆ ಎಳೆದವನಿಗೆ ಸಂಗೀತವಲ್ಲ, ಜೀವನವೇ ಅರ್ಥವಾಗುತ್ತದೆ” ಎಂದು ನಕ್ಕರು. [552, 862, 724, 951]
crossword-cell [453, 1517, 497, 1554]
joke-boxed [1139, 650, 1446, 854]
poem-right-signature: – ಡಾ|| ವಿನಯ್ [1290, 2080, 1356, 2094]
list-item: ಚಿತ್ರೀಕರಣ ಮುಗಿಸಿ ಹೊರಟ ತಂಡಕ್ಕೆ ಬಾಗಿಲವರೆಗೂ ಬಂದು ಕೈಬೀಸಿದರು. ಹಿಂದಿರುಗಿ ನೋಡಿದಾಗಲೂ ಅದೇ ನಗು. [812, 1915, 950, 1983]
list-item: ಮೊನ್ನೆ ಅಜ್ಜ ಮೊಮ್ಮಗನ ಹತ್ತಿರ ಕೂತು ಇಡೀ ಊರಿನ ನಂಬರ್ ಸೇವ್ ಮಾಡಿಸಿಕೊಂಡರು. ಅಲ್ಲಿಂದ ಶುರುವಾಯಿತು ನೋಡಿ ಅವಾಂತರ! [1147, 1129, 1286, 1193]
crossword-cell [409, 1780, 453, 1818]
list-item: ೧೨. ಮಜವಾಗಿ ಕುಳಿತುಕೋ ಎನ್ನುತ್ತಿದೆ ಈ ಸುದ್ದಿ. (೪) [595, 1838, 789, 1868]
list-item: ಅಂದಿನ ಕಾಲಕ್ಕೆ ಕೆಲವು ವಿಷಯಗಳು ಮಾಧ್ಯಮಗಳಲ್ಲಿ taboo ಪದಗಳೇ ಆಗಿದ್ದವು. ಆದರೂ ಯಾವ ಪ್ರಶ್ನೆಗೂ ಮುಖ ತಿರುಗಿಸದ ಗಟ್ಟಿತನ ಅವರದು; ಸಂದರ್ಶಕರ ಗಂಟು-ಮೂಟೆ ಸಡಿಲವಾಗುವಷ್ಟು ನಿರಾಳ ಉತ್ತರ. [739, 814, 911, 921]
list-item: ಜೀವಿ ಎನಿಸಿದ [1149, 2153, 1202, 2167]
list-item: ಭಿಕ್ಷುಕನೊಬ್ಬ ಬಂದು “ಸ್ವಾಮಿ, ೫೦ ರೂಪಾಯಿ ಬೇಕು. ತಾವು ಧರ್ಮಾತ್ಮರು, ೫೦ ರೂಪಾಯಿ ಕೊಡಲೇಬೇಕು, ಇಲ್ಲಾಂದ್ರೆ ಮಕ್ಕಳನ್ನ ನಾನು ಸೇರಕಾಗಲ್ಲ” ಅಂದ, ಗೋಳಾಡಿದ. [1141, 438, 1444, 488]
crossword-cell-number: ೧೪ [413, 1707, 426, 1720]
humour-author-oval [1322, 872, 1421, 937]
list-item: ನಗುನಗುತ ಎಲ್ಲರ [1149, 2115, 1218, 2130]
poem-right-signature-place: ಶಿವಮೊಗ್ಗ [1383, 2095, 1421, 2108]
list-item: ೮. ಜನಸೇವೆಯೇ ಈಶನ ಸೇವೆಯಂತೆ, ಈತನ ಸೇವೆಯಂತೆ. (೩) [595, 1772, 789, 1801]
list-item: “ಸರ್ಪ್ರೈಸ್ ಕೊಡೋಣ ಅಂತ!” [1473, 363, 1589, 378]
crossword-cell [453, 1705, 497, 1743]
list-item: ೧೭. ಪಗಡೆ ಆಟದ ದಾಳ. (೩) [606, 1926, 714, 1939]
crossword-cell [497, 1517, 541, 1554]
list-item: ಆಡಿದರು ಹನ್ನೊಂದು [1290, 1575, 1371, 1590]
list-item: ಕೇಳಿ ಕುಣಿವವು [1149, 1613, 1205, 1627]
crossword-cell [365, 1667, 409, 1705]
crossword-cell [541, 1554, 585, 1592]
crossword-cell [409, 1667, 453, 1705]
down-clues-list [595, 1620, 789, 1836]
list-item: ಕ್ರಿಕೆಟ್ ಮೈದಾನದಲ್ಲಿ [1290, 1687, 1369, 1701]
form-address-line [243, 1915, 485, 1933]
extra-clues-list [595, 1838, 789, 1941]
list-item: ಈ ಹನ್ನೊಂದು ಜನ [1290, 1538, 1367, 1552]
crossword-cell-number: ೯ [236, 1631, 243, 1644]
crossword-cell-number: ೧೨ [192, 1707, 205, 1720]
form-name-line [244, 1881, 485, 1900]
list-item: ವೆಂಕಟೇಶಮೂರ್ತಿ. [1149, 1873, 1223, 1888]
article-column-4 [739, 526, 911, 1426]
list-item: ಇವರೂ ಹನ್ನೊಂದು [1290, 2059, 1368, 2074]
list-item: ಲೋಕದ ಕಣ್ಣಿಗೆ [1149, 1668, 1209, 1683]
list-item: ಅಶ್ರುತರ್ಪಣದಿ [1290, 2004, 1348, 2018]
list-item: “ಸಂಗೀತ ಅಕಾಡೆಮಿಯ ಗೌರವ ನನಗೆ ಬೇಕಿಲ್ಲ ಎಂದದ್ದು ನಿಜವೇ?” ಎಂಬ ನೇರ ಪ್ರಶ್ನೆಗೆ ಅವರ ಉತ್ತರವೂ ನೇರ: “ನಿಜ. ಅಕಾಡೆಮಿಗಳು ಕಲಾವಿದರನ್ನು ಅಳೆಯಲು ಹೊರಟರೆ ಕಲೆ ಬಡವಾಗುತ್ತದೆ.” [552, 528, 724, 616]
list-item: ಆ ಹನ್ನೊಂದು ಜನ [1290, 1501, 1364, 1516]
crossword-cell [497, 1592, 541, 1630]
list-item: ಕೋಟಿ ಕೋಟಿ ನಮನ. [1149, 2227, 1235, 2242]
list-item: “ನೋಡಿ ಬಾಲಮುರಳಿಯವರೇ, ನಿಮ್ಮ ಸಂಗೀತದ ಬಗ್ಗೆ ಮಾತ್ರವಲ್ಲ, ನಿಮ್ಮ ಹೋರಾಟಗಳ ಬಗ್ಗೆ, ವಿೀಕ್ಷಕರನ್ನು ಇಷ್ಟೊಂದು ಲೋಕಕ್ಕೆ ಕರೆದೊಯ್ಯುವ ಬಗೆಯ ಬಗ್ಗೆ ಕೇಳಬೇಕು” ಎಂದು ಕಪೂರ್ ಆರಂಭಿಸಿದರು. Recording ಸ್ಟುಡಿಯೋದ ಆ ಕ್ಷಣ ಈಗಲೂ ಥಾಮಸ್‌ಗೆ ಹಚ್ಚಹಸಿರು. [366, 642, 538, 785]
